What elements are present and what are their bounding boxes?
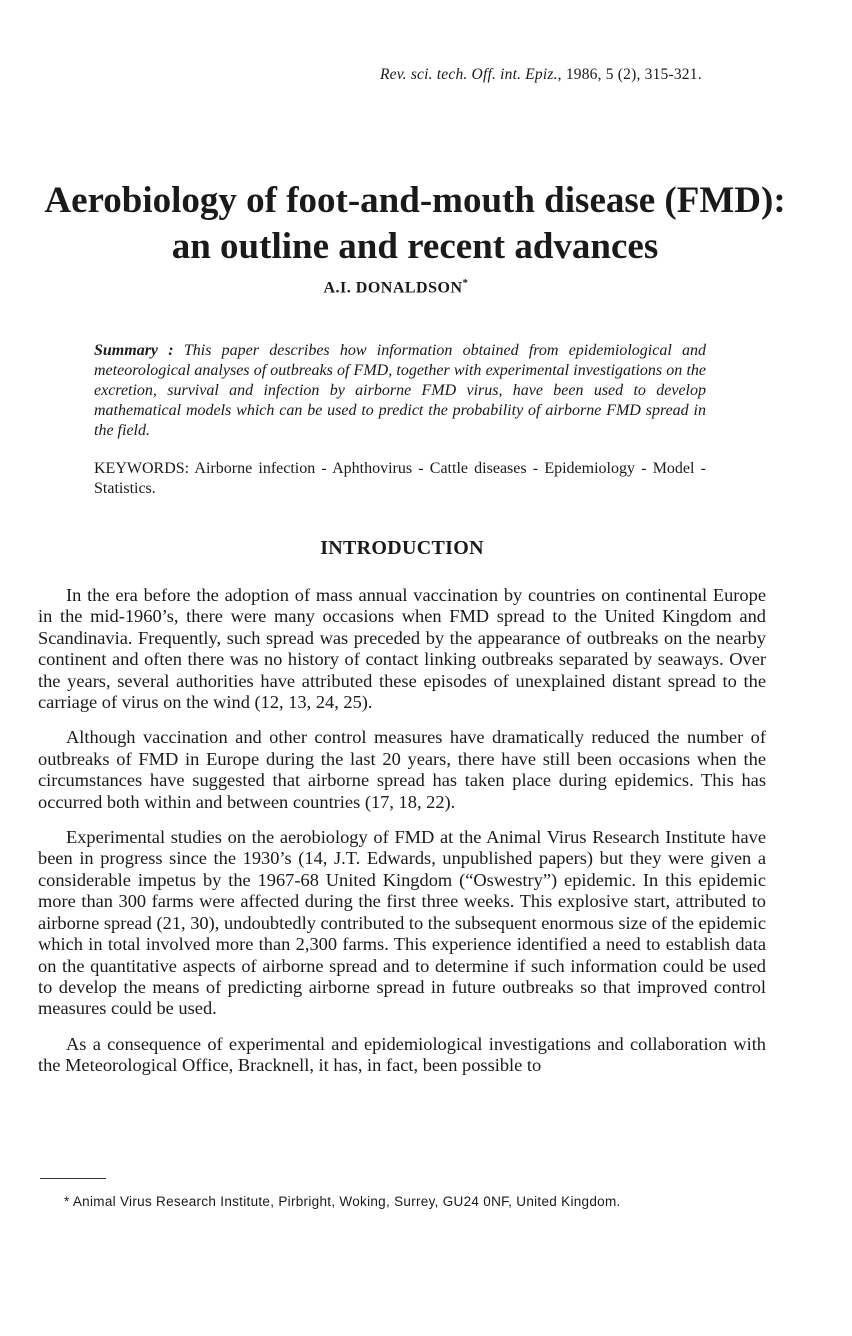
- publication-details: 1986, 5 (2), 315-321.: [565, 66, 702, 83]
- paragraph: Experimental studies on the aerobiology of FMD at the Animal Virus Research Institute have been in progress since the 1930’s (14, J.T. Edwards, unpublished papers) but they were given a considerable impetus by the 1967-68 United Kingdom (“Oswestry”) epidemic. In this epidemic more than 300 farms were affected during the first three weeks. This explosive start, attributed to airborne spread (21, 30), undoubtedly contributed to the subsequent enormous size of the epidemic which in total involved more than 2,300 farms. This experience identified a need to establish data on the quantitative aspects of airborne spread and to determine if such information could be used to develop the means of predicting airborne spread in future outbreaks so that improved control measures could be used.: [38, 827, 766, 1019]
- section-heading: INTRODUCTION: [320, 537, 484, 559]
- paragraph: In the era before the adoption of mass annual vaccination by countries on continental Europe in the mid-1960’s, there were many occasions when FMD spread to the United Kingdom and Scandinavia. Frequently, such spread was preceded by the appearance of outbreaks on the nearby continent and often there was no history of contact linking outbreaks separated by seaways. Over the years, several authorities have attributed these episodes of unexplained distant spread to the carriage of virus on the wind (12, 13, 24, 25).: [38, 585, 766, 713]
- footnote-divider: [40, 1178, 106, 1179]
- author-name: A.I. DONALDSON: [323, 279, 463, 297]
- abstract: [94, 341, 706, 441]
- paper-title: [20, 178, 810, 270]
- journal-name: Rev. sci. tech. Off. int. Epiz.,: [380, 66, 562, 83]
- keywords: KEYWORDS: Airborne infection - Aphthovirus - Cattle diseases - Epidemiology - Model - Statistics.: [94, 460, 706, 497]
- body-text: [38, 585, 766, 1091]
- title-line-1: Aerobiology of foot-and-mouth disease (FMD):: [44, 180, 786, 221]
- paragraph: Although vaccination and other control measures have dramatically reduced the number of outbreaks of FMD in Europe during the last 20 years, there have still been occasions when the circumstances have suggested that airborne spread has taken place during epidemics. This has occurred both within and between countries (17, 18, 22).: [38, 727, 766, 812]
- footnote-marker: *: [462, 277, 469, 289]
- author-line: [0, 277, 792, 297]
- summary-text: This paper describes how information obtained from epidemiological and meteorological analyses of outbreaks of FMD, together with experimental investigations on the excretion, survival and infection by airborne FMD virus, have been used to develop mathematical models which can be used to predict the probability of airborne FMD spread in the field.: [94, 342, 707, 439]
- author-affiliation-footnote: * Animal Virus Research Institute, Pirbright, Woking, Surrey, GU24 0NF, United Kingdom.: [64, 1194, 621, 1209]
- journal-citation: [380, 66, 770, 84]
- summary-label: Summary :: [94, 342, 174, 359]
- title-line-2: an outline and recent advances: [171, 226, 659, 267]
- paragraph: As a consequence of experimental and epidemiological investigations and collaboration with the Meteorological Office, Bracknell, it has, in fact, been possible to: [38, 1033, 766, 1076]
